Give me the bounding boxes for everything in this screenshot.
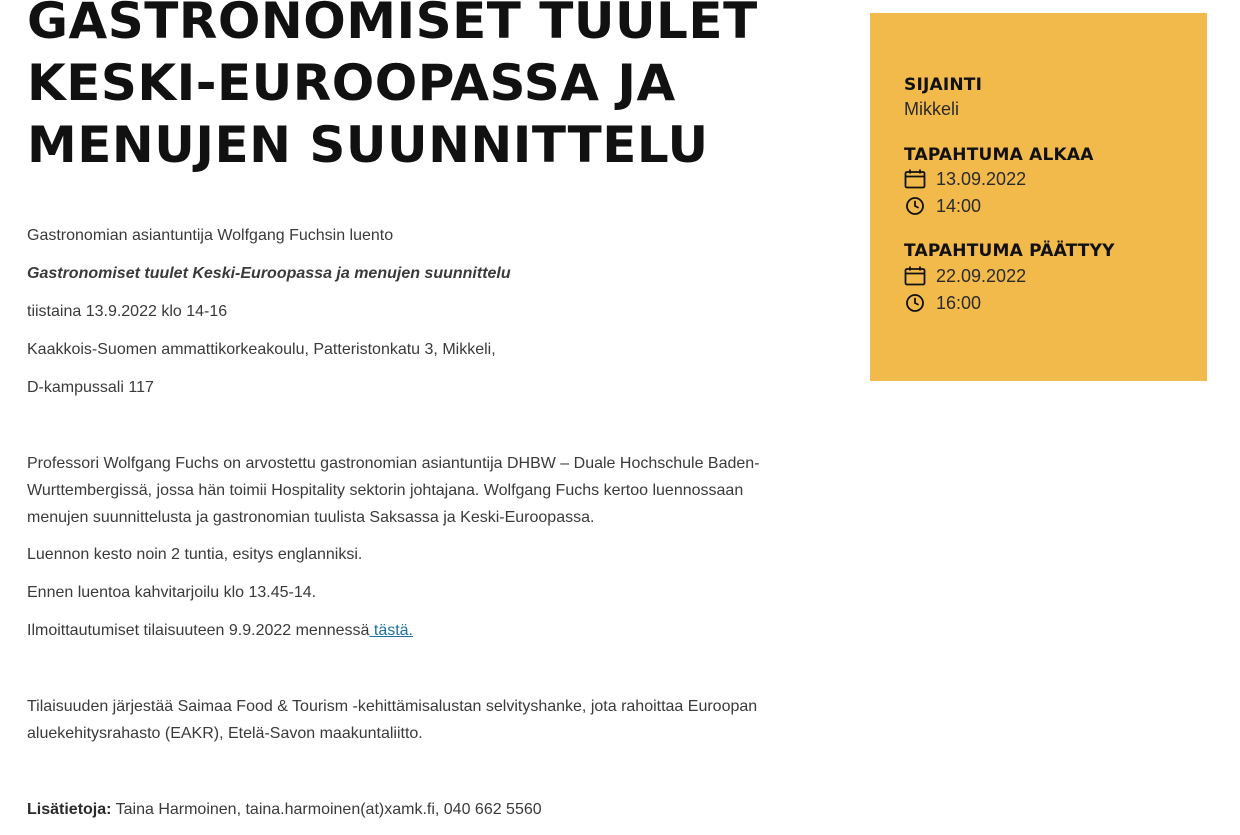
end-time-row — [904, 292, 981, 314]
location-label: SIJAINTI — [904, 75, 983, 95]
coffee-line: Ennen luentoa kahvitarjoilu klo 13.45-14. — [27, 584, 317, 601]
clock-icon — [904, 195, 926, 217]
end-label: TAPAHTUMA PÄÄTTYY — [904, 241, 1115, 261]
start-time-row — [904, 195, 981, 217]
room-line: D-kampussali 117 — [27, 379, 154, 396]
clock-icon — [904, 292, 926, 314]
start-time: 14:00 — [936, 195, 982, 216]
date-line: tiistaina 13.9.2022 klo 14-16 — [27, 303, 228, 320]
address-line: Kaakkois-Suomen ammattikorkeakoulu, Patteristonkatu 3, Mikkeli, — [27, 341, 496, 358]
duration-line: Luennon kesto noin 2 tuntia, esitys englanniksi. — [27, 546, 363, 563]
end-date: 22.09.2022 — [936, 265, 1027, 286]
end-time: 16:00 — [936, 292, 982, 313]
contact-line — [27, 796, 807, 823]
start-date-row — [904, 168, 1026, 190]
page-title: GASTRONOMISET TUULET KESKI-EUROOPASSA JA MENUJEN SUUNNITTELU — [27, 0, 758, 174]
registration-line — [27, 617, 807, 644]
start-label: TAPAHTUMA ALKAA — [904, 145, 1094, 165]
registration-text: Ilmoittautumiset tilaisuuteen 9.9.2022 mennessä — [27, 622, 370, 639]
description-paragraph: Professori Wolfgang Fuchs on arvostettu gastronomian asiantuntija DHBW – Duale Hochschule Baden-Wurttembergissä, jossa hän toimii Hospitality sektorin johtajana. Wolfgang Fuchs kertoo luennossaan menujen suunnittelusta ja gastronomian tuulista Saksassa ja Keski-Euroopassa. — [27, 455, 760, 526]
calendar-icon — [904, 168, 926, 190]
lecture-subtitle: Gastronomiset tuulet Keski-Euroopassa ja menujen suunnittelu — [27, 265, 511, 282]
organizer-paragraph: Tilaisuuden järjestää Saimaa Food & Tourism -kehittämisalustan selvityshanke, jota rahoittaa Euroopan aluekehitysrahasto (EAKR), Etelä-Savon maakuntaliitto. — [27, 698, 758, 742]
contact-value: Taina Harmoinen, taina.harmoinen(at)xamk.fi, 040 662 5560 — [111, 801, 542, 818]
location-value: Mikkeli — [904, 99, 960, 119]
end-date-row — [904, 265, 1026, 287]
contact-label: Lisätietoja: — [27, 801, 112, 818]
calendar-icon — [904, 265, 926, 287]
start-date: 13.09.2022 — [936, 168, 1027, 189]
registration-link[interactable]: tästä. — [369, 622, 413, 639]
event-info-box — [870, 13, 1207, 381]
intro-line: Gastronomian asiantuntija Wolfgang Fuchsin luento — [27, 227, 394, 244]
